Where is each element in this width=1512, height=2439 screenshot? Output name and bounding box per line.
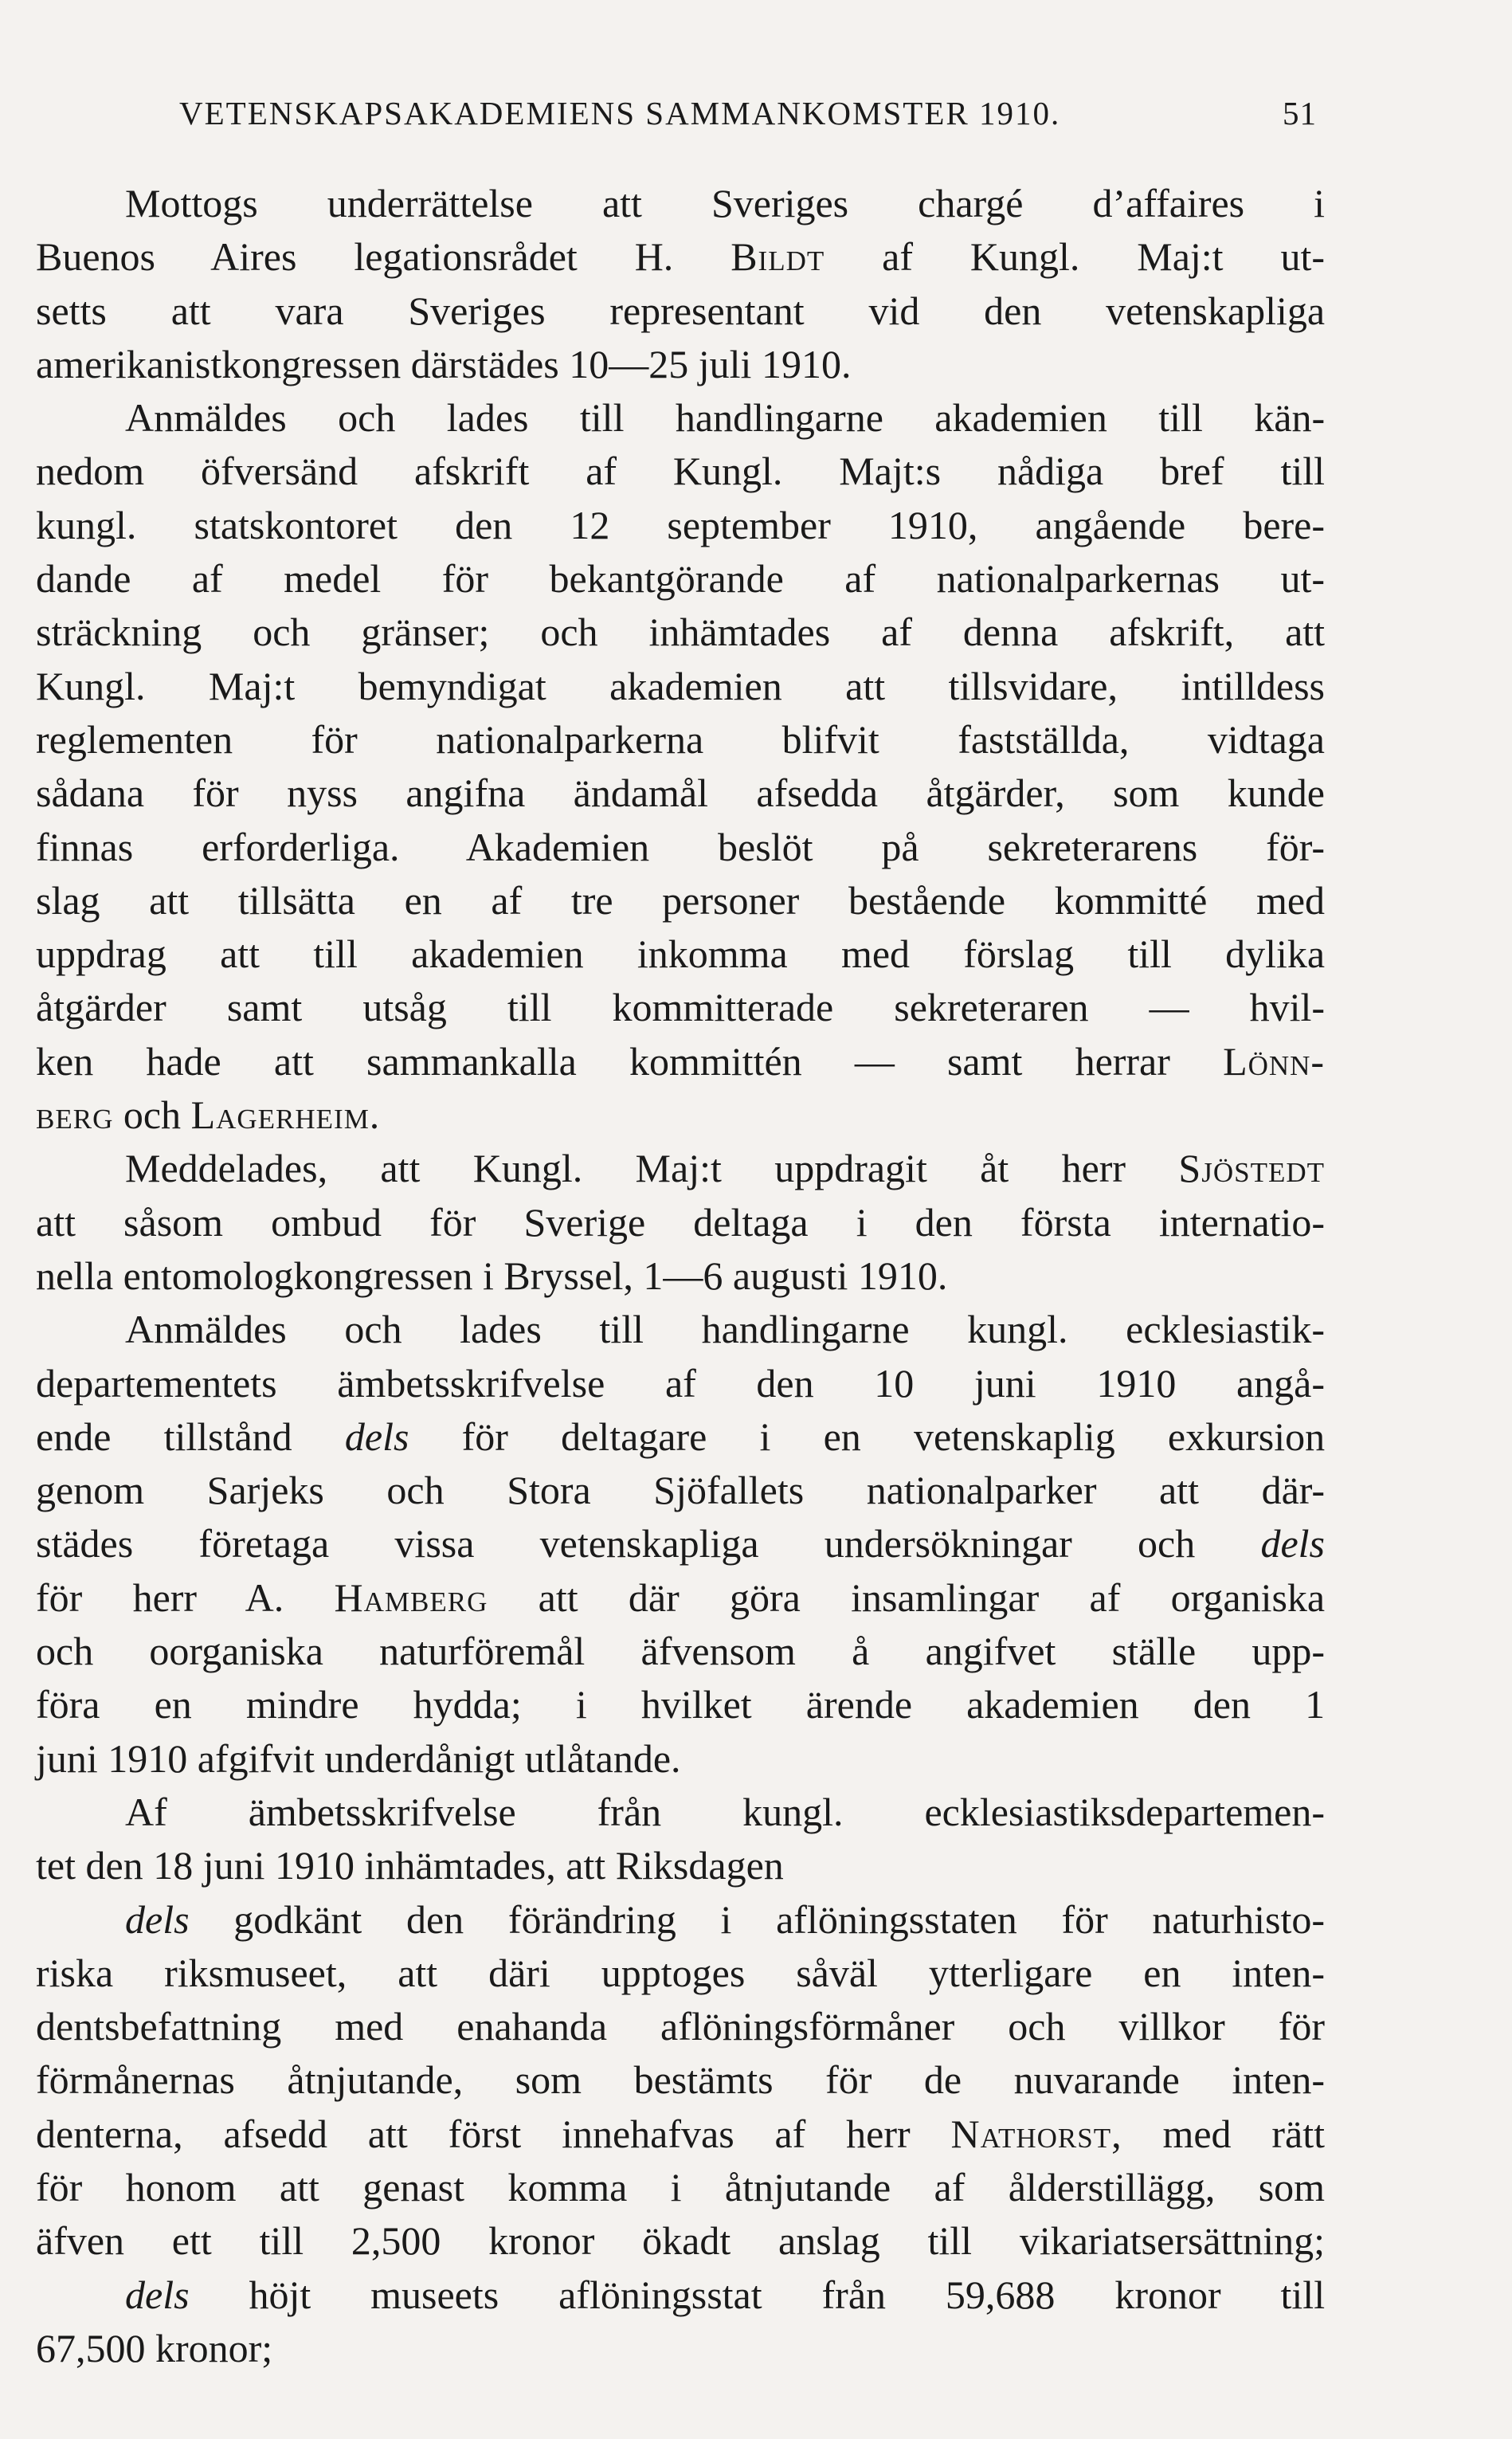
text-line: för herr A. Hamberg att där göra insamlingar af organiska	[36, 1574, 1326, 1620]
text-line: Anmäldes och lades till handlingarne akademien till kän-	[125, 395, 1326, 441]
text-line: Af ämbetsskrifvelse från kungl. ecklesiastiksdepartemen-	[125, 1789, 1326, 1834]
text-line: för honom att genast komma i åtnjutande af ålderstillägg, som	[36, 2164, 1326, 2210]
text-line: genom Sarjeks och Stora Sjöfallets nationalparker att där-	[36, 1468, 1326, 1513]
text-line: kungl. statskontoret den 12 september 1910, angående bere-	[36, 502, 1326, 547]
header-title: VETENSKAPSAKADEMIENS SAMMANKOMSTER 1910.	[179, 95, 1061, 131]
text-line: nella entomologkongressen i Bryssel, 1—6 augusti 1910.	[36, 1253, 948, 1298]
text-line: dentsbefattning med enahanda aflöningsförmåner och villkor för	[36, 2004, 1326, 2049]
text-line: riska riksmuseet, att däri upptoges såväl ytterligare en inten-	[36, 1950, 1326, 1995]
text-line: tet den 18 juni 1910 inhämtades, att Riksdagen	[36, 1843, 784, 1888]
text-line: berg och Lagerheim.	[36, 1092, 381, 1138]
text-line: ende tillstånd dels för deltagare i en vetenskaplig exkursion	[36, 1414, 1326, 1459]
text-line: slag att tillsätta en af tre personer bestående kommitté med	[36, 877, 1326, 923]
text-line: Mottogs underrättelse att Sveriges chargé d’affaires i	[125, 181, 1326, 225]
text-line: setts att vara Sveriges representant vid den vetenskapliga	[36, 288, 1326, 333]
text-line: dande af medel för bekantgörande af nationalparkernas ut-	[36, 556, 1325, 602]
text-line: uppdrag att till akademien inkomma med förslag till dylika	[36, 931, 1326, 977]
text-line: sträckning och gränser; och inhämtades af denna afskrift, att	[36, 610, 1326, 655]
text-line: sådana för nyss angifna ändamål afsedda åtgärder, som kunde	[36, 771, 1325, 816]
text-line: städes företaga vissa vetenskapliga undersökningar och dels	[36, 1521, 1325, 1567]
page-number: 51	[1283, 95, 1317, 131]
text-line: Meddelades, att Kungl. Maj:t uppdragit åt herr Sjöstedt	[125, 1146, 1326, 1191]
text-line: nedom öfversänd afskrift af Kungl. Majt:s nådiga bref till	[36, 449, 1326, 494]
text-line: finnas erforderliga. Akademien beslöt på sekreterarens för-	[36, 824, 1326, 869]
text-line: äfven ett till 2,500 kronor ökadt anslag till vikariatsersättning;	[36, 2218, 1326, 2264]
body-text	[36, 177, 1325, 2375]
text-line: denterna, afsedd att först innehafvas af herr Nathorst, med rätt	[36, 2111, 1326, 2156]
text-line: föra en mindre hydda; i hvilket ärende akademien den 1	[36, 1682, 1326, 1727]
text-line: Buenos Aires legationsrådet H. Bildt af Kungl. Maj:t ut-	[36, 234, 1326, 280]
text-line: ken hade att sammankalla kommittén — samt herrar Lönn-	[36, 1038, 1326, 1084]
text-line: departementets ämbetsskrifvelse af den 10 juni 1910 angå-	[36, 1360, 1326, 1406]
text-line: att såsom ombud för Sverige deltaga i den första internatio-	[36, 1199, 1326, 1245]
text-line: Anmäldes och lades till handlingarne kungl. ecklesiastik-	[125, 1307, 1326, 1352]
text-line: dels höjt museets aflöningsstat från 59,688 kronor till	[125, 2272, 1326, 2317]
text-line: reglementen för nationalparkerna blifvit fastställda, vidtaga	[36, 716, 1325, 762]
text-line: Kungl. Maj:t bemyndigat akademien att tillsvidare, intilldess	[36, 663, 1325, 708]
text-line: dels godkänt den förändring i aflöningsstaten för naturhisto-	[125, 1896, 1326, 1942]
text-line: juni 1910 afgifvit underdånigt utlåtande.	[36, 1735, 681, 1781]
text-line: och oorganiska naturföremål äfvensom å angifvet ställe upp-	[36, 1629, 1326, 1674]
text-line: 67,500 kronor;	[36, 2325, 273, 2370]
text-line: amerikanistkongressen därstädes 10—25 juli 1910.	[36, 341, 852, 386]
text-line: förmånernas åtnjutande, som bestämts för de nuvarande inten-	[36, 2057, 1325, 2103]
text-line: åtgärder samt utsåg till kommitterade sekreteraren — hvil-	[36, 985, 1326, 1030]
